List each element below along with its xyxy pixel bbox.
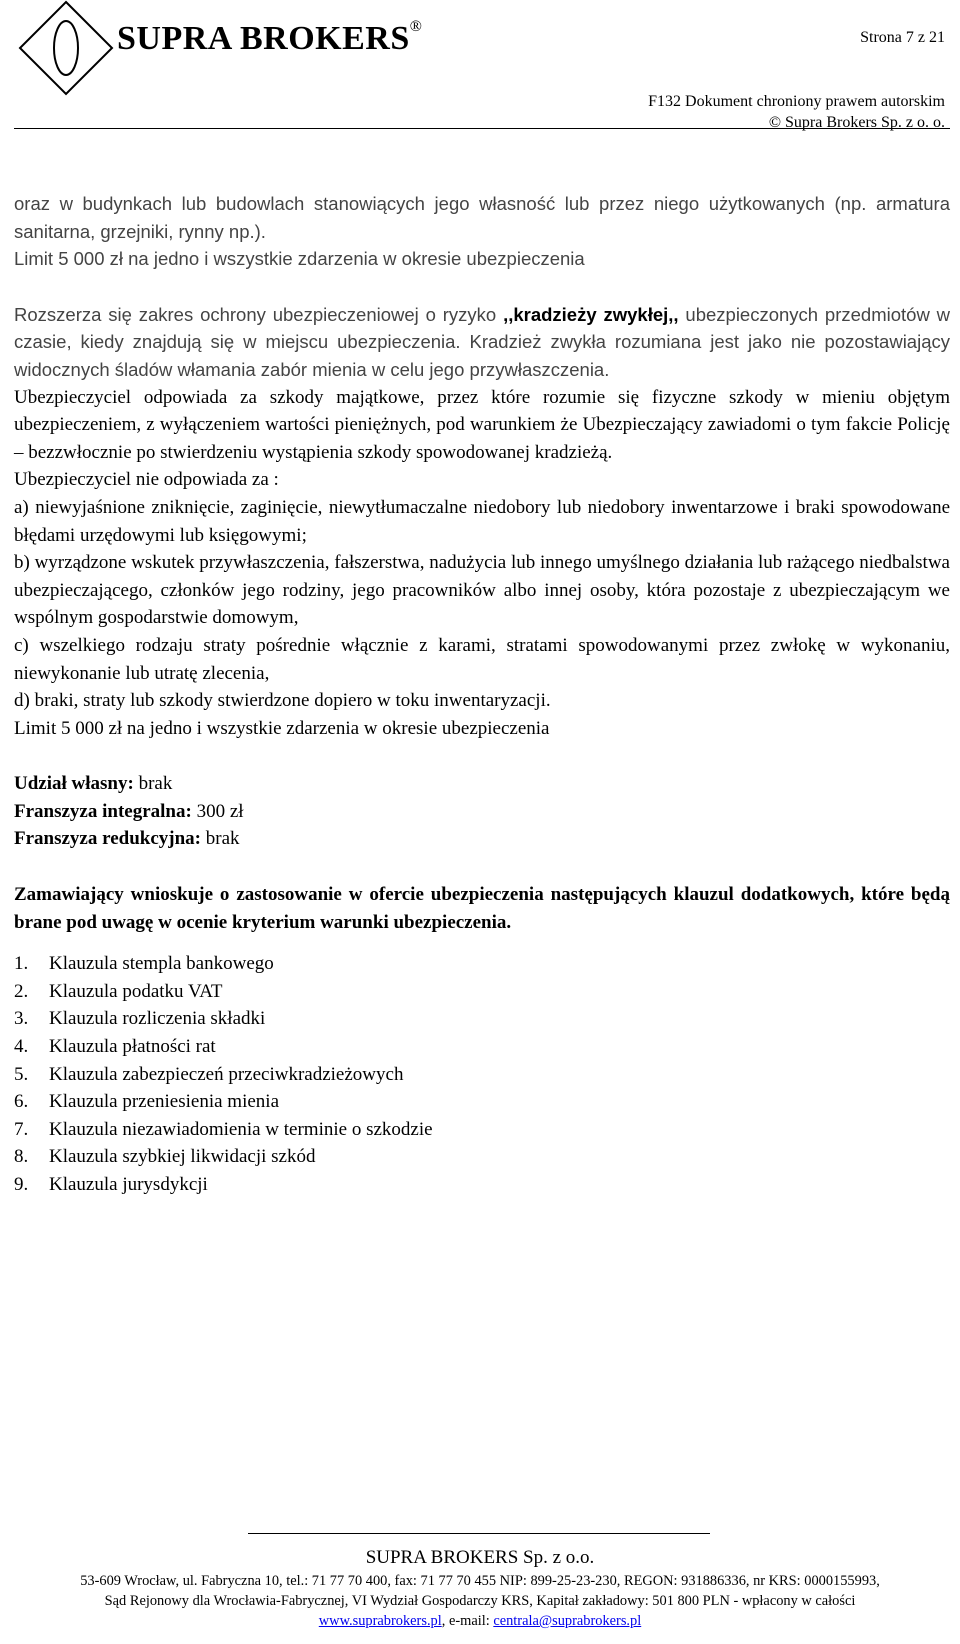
spacer xyxy=(14,853,950,881)
paragraph-exclusions-intro: Ubezpieczyciel nie odpowiada za : xyxy=(14,469,279,491)
list-item: 1. Klauzula stempla bankowego xyxy=(14,953,274,975)
exclusion-c: c) wszelkiego rodzaju straty pośrednie włącznie z karami, stratami spowodowanymi przez zwłokę w wykonaniu, niewykonanie lub utratę zlecenia, xyxy=(14,634,950,684)
email-link[interactable]: centrala@suprabrokers.pl xyxy=(493,1613,642,1629)
theft-term: ,,kradzieży zwykłej,, xyxy=(503,303,679,325)
list-item: 6. Klauzula przeniesienia mienia xyxy=(14,1091,280,1113)
footer-registry: Sąd Rejonowy dla Wrocławia-Fabrycznej, VI Wydział Gospodarczy KRS, Kapitał zakładowy: 501 800 PLN - wpłacony w całości xyxy=(104,1593,856,1609)
spacer xyxy=(14,936,950,950)
supra-brokers-logo-icon xyxy=(18,0,114,96)
list-item: 8. Klauzula szybkiej likwidacji szkód xyxy=(14,1146,316,1168)
footer-divider xyxy=(248,1533,710,1534)
clauses-heading: Zamawiający wnioskuje o zastosowanie w ofercie ubezpieczenia następujących klauzul dodatkowych, które będą brane pod uwagę w ocenie kryterium warunki ubezpieczenia. xyxy=(14,884,950,933)
paragraph-buildings: oraz w budynkach lub budowlach stanowiących jego własność lub przez niego użytkowanych (np. armatura sanitarna, grzejniki, rynny np.). xyxy=(14,193,950,242)
deductible-franchise: Franszyza redukcyjna: brak xyxy=(14,828,240,850)
spacer xyxy=(14,742,950,770)
list-item: 3. Klauzula rozliczenia składki xyxy=(14,1008,266,1030)
exclusion-d: d) braki, straty lub szkody stwierdzone dopiero w toku inwentaryzacji. xyxy=(14,690,551,712)
list-item: 4. Klauzula płatności rat xyxy=(14,1036,216,1058)
integral-franchise: Franszyza integralna: 300 zł xyxy=(14,800,244,822)
copyright-notice: F132 Dokument chroniony prawem autorskim xyxy=(648,93,945,110)
footer-address: 53-609 Wrocław, ul. Fabryczna 10, tel.: 71 77 70 400, fax: 71 77 70 455 NIP: 899-25-23-230, REGON: 931886336, nr KRS: 0000155993, xyxy=(80,1573,880,1589)
list-item: 5. Klauzula zabezpieczeń przeciwkradzieżowych xyxy=(14,1063,404,1085)
footer-contact: www.suprabrokers.pl, e-mail: centrala@suprabrokers.pl xyxy=(318,1613,642,1629)
limit-line: Limit 5 000 zł na jedno i wszystkie zdarzenia w okresie ubezpieczenia xyxy=(14,248,585,270)
list-item: 7. Klauzula niezawiadomienia w terminie o szkodzie xyxy=(14,1118,433,1140)
own-share: Udział własny: brak xyxy=(14,773,173,795)
footer-company: SUPRA BROKERS Sp. z o.o. xyxy=(365,1547,595,1568)
clauses-list xyxy=(14,950,950,1198)
header-divider xyxy=(14,128,950,129)
page-footer xyxy=(0,1545,960,1631)
limit-line: Limit 5 000 zł na jedno i wszystkie zdarzenia w okresie ubezpieczenia xyxy=(14,717,550,739)
exclusion-b: b) wyrządzone wskutek przywłaszczenia, fałszerstwa, nadużycia lub innego umyślnego działania lub rażącego niedbalstwa ubezpieczającego, członków jego rodziny, jego pracowników albo innej osoby, która pozostaje z ubezpieczającym we wspólnym gospodarstwie domowym, xyxy=(14,552,950,629)
brand-name: SUPRA BROKERS® xyxy=(117,17,423,57)
spacer xyxy=(14,273,950,301)
list-item: 2. Klauzula podatku VAT xyxy=(14,980,223,1002)
exclusion-a: a) niewyjaśnione zniknięcie, zaginięcie, niewytłumaczalne niedobory lub niedobory inwentarzowe i braki spowodowane błędami urzędowymi lub księgowymi; xyxy=(14,496,950,546)
website-link[interactable]: www.suprabrokers.pl xyxy=(318,1613,442,1629)
document-id xyxy=(648,91,945,133)
page-header xyxy=(0,0,960,131)
paragraph-theft: Rozszerza się zakres ochrony ubezpieczeniowej o ryzyko ,,kradzieży zwykłej,, ubezpieczonych przedmiotów w czasie, kiedy znajdują się w miejscu ubezpieczenia. Kradzież zwykła rozumiana jest jako nie pozostawiający widocznych śladów włamania zabór mienia w celu jego przywłaszczenia. xyxy=(14,303,951,380)
list-item: 9. Klauzula jurysdykcji xyxy=(14,1174,208,1195)
paragraph-liability: Ubezpieczyciel odpowiada za szkody majątkowe, przez które rozumie się fizyczne szkody w mieniu objętym ubezpieczeniem, z wyłączeniem wartości pieniężnych, pod warunkiem że Ubezpieczający zawiadomi o tym fakcie Policję – bezzwłocznie po stwierdzeniu wystąpienia szkody spowodowanej kradzieżą. xyxy=(14,386,950,463)
copyright-owner: © Supra Brokers Sp. z o. o. xyxy=(768,114,945,131)
page-number: Strona 7 z 21 xyxy=(860,29,945,46)
document-body xyxy=(14,190,950,1199)
registered-mark: ® xyxy=(409,17,423,35)
